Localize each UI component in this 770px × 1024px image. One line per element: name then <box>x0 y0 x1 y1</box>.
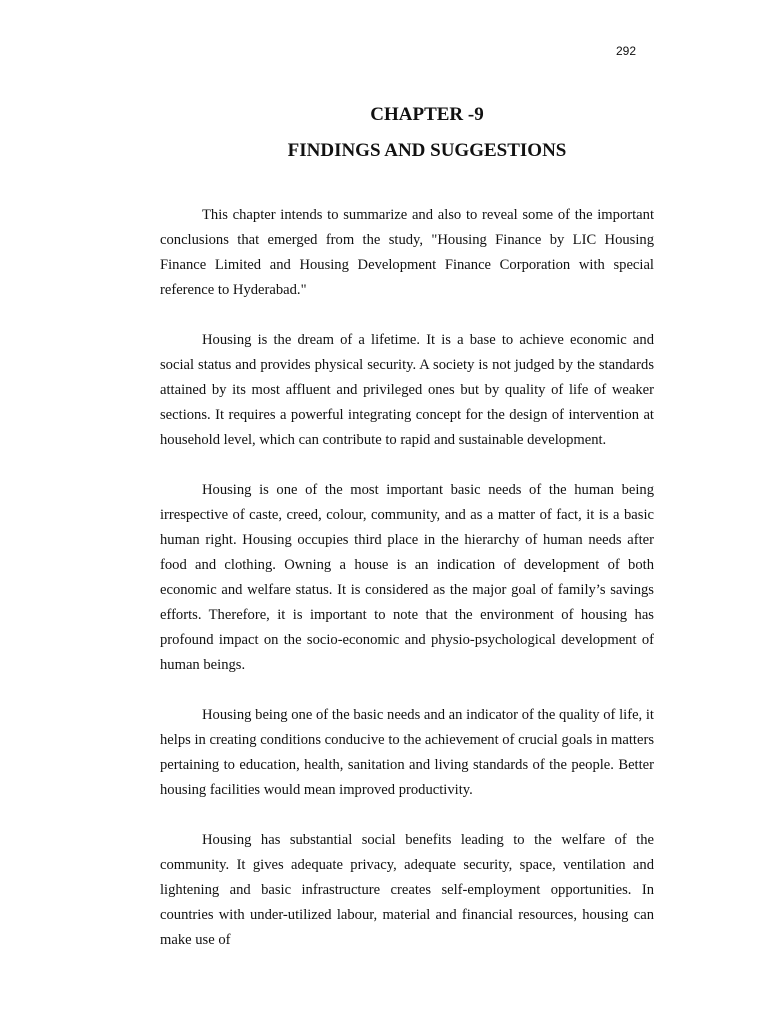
page-number: 292 <box>615 44 636 58</box>
paragraph: Housing is one of the most important basic needs of the human being irrespective of caste, creed, colour, community, and as a matter of fact, it is a basic human right. Housing occupies third place in the hierarchy of human needs after food and clothing. Owning a house is an indication of development of both economic and welfare status. It is considered as the major goal of family’s savings efforts. Therefore, it is important to note that the environment of housing has profound impact on the socio-economic and physio-psychological development of human beings. <box>160 482 654 673</box>
paragraph: This chapter intends to summarize and also to reveal some of the important conclusions that emerged from the study, "Housing Finance by LIC Housing Finance Limited and Housing Development Finance Corporation with special reference to Hyderabad." <box>160 207 654 298</box>
chapter-title: FINDINGS AND SUGGESTIONS <box>287 140 567 161</box>
paragraph: Housing has substantial social benefits leading to the welfare of the community. It gives adequate privacy, adequate security, space, ventilation and lightening and basic infrastructure creates self-employment opportunities. In countries with under-utilized labour, material and financial resources, housing can make use of <box>160 832 654 948</box>
body-text <box>160 203 654 978</box>
paragraph: Housing being one of the basic needs and an indicator of the quality of life, it helps in creating conditions conducive to the achievement of crucial goals in matters pertaining to education, health, sanitation and living standards of the people. Better housing facilities would mean improved productivity. <box>160 707 654 798</box>
paragraph: Housing is the dream of a lifetime. It is a base to achieve economic and social status and provides physical security. A society is not judged by the standards attained by its most affluent and privileged ones but by quality of life of weaker sections. It requires a powerful integrating concept for the design of intervention at household level, which can contribute to rapid and sustainable development. <box>160 332 654 448</box>
chapter-label: CHAPTER -9 <box>370 104 484 125</box>
